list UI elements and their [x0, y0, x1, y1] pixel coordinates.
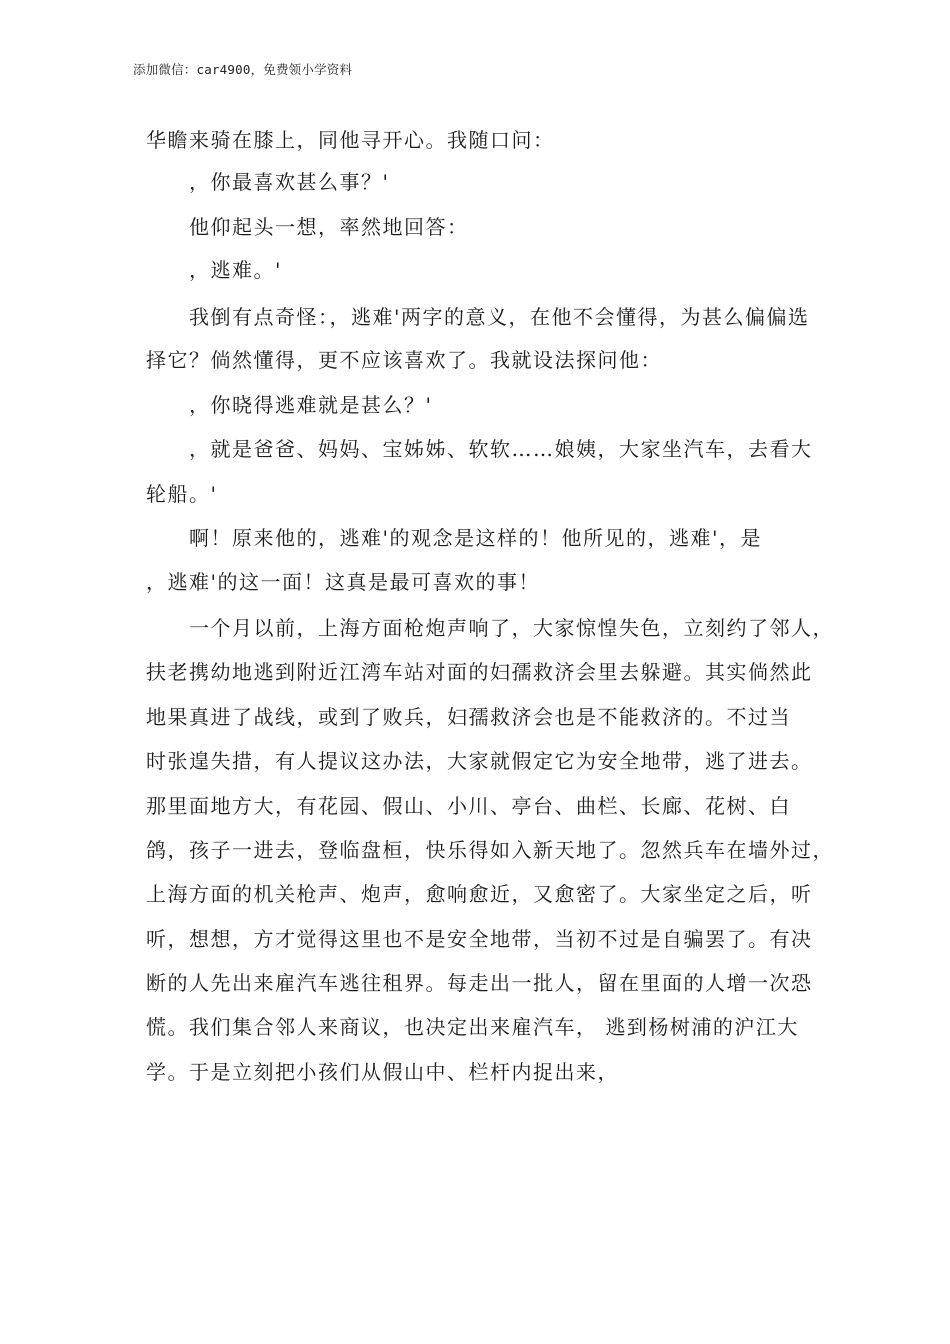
text-line: 听，想想，方才觉得这里也不是安全地带，当初不过是自骗罢了。有决 — [146, 927, 813, 951]
text-line: ，逃难'的这一面！这真是最可喜欢的事！ — [146, 570, 540, 594]
text-line: 华瞻来骑在膝上，同他寻开心。我随口问： — [146, 128, 555, 152]
text-line: 学。于是立刻把小孩们从假山中、栏杆内捉出来， — [146, 1060, 619, 1084]
text-line: ，你晓得逃难就是甚么？' — [189, 393, 433, 417]
text-line: 上海方面的机关枪声、炮声，愈响愈近，又愈密了。大家坐定之后，听 — [146, 882, 813, 906]
text-line: ，逃难。' — [189, 258, 282, 282]
text-line: 择它？倘然懂得，更不应该喜欢了。我就设法探问他： — [146, 348, 662, 372]
text-line: 时张遑失措，有人提议这办法，大家就假定它为安全地带，逃了进去。 — [146, 749, 813, 773]
text-line: 鸽，孩子一进去，登临盘桓，快乐得如入新天地了。忽然兵车在墙外过， — [146, 838, 834, 862]
text-line: ，就是爸爸、妈妈、宝姊姊、软软……娘姨，大家坐汽车，去看大 — [189, 437, 813, 461]
text-line: ，你最喜欢甚么事？' — [189, 170, 390, 194]
text-line: 地果真进了战线，或到了败兵，妇孺救济会也是不能救济的。不过当 — [146, 705, 791, 729]
text-line: 扶老携幼地逃到附近江湾车站对面的妇孺救济会里去躲避。其实倘然此 — [146, 660, 813, 684]
text-line: 他仰起头一想，率然地回答： — [189, 215, 469, 239]
text-line: 慌。我们集合邻人来商议，也决定出来雇汽车， 逃到杨树浦的沪江大 — [146, 1015, 799, 1039]
text-line: 一个月以前，上海方面枪炮声响了，大家惊惶失色，立刻约了邻人， — [189, 616, 834, 640]
text-line: 我倒有点奇怪：，逃难'两字的意义，在他不会懂得，为甚么偏偏选 — [189, 305, 810, 329]
text-line: 轮船。' — [146, 482, 218, 506]
page-header-watermark: 添加微信：car4900，免费领小学资料 — [133, 62, 353, 77]
text-line: 断的人先出来雇汽车逃往租界。每走出一批人，留在里面的人增一次恐 — [146, 971, 813, 995]
text-line: 啊！原来他的，逃难'的观念是这样的！他所见的，逃难'，是 — [189, 526, 762, 550]
text-line: 那里面地方大，有花园、假山、小川、亭台、曲栏、长廊、花树、白 — [146, 794, 791, 818]
